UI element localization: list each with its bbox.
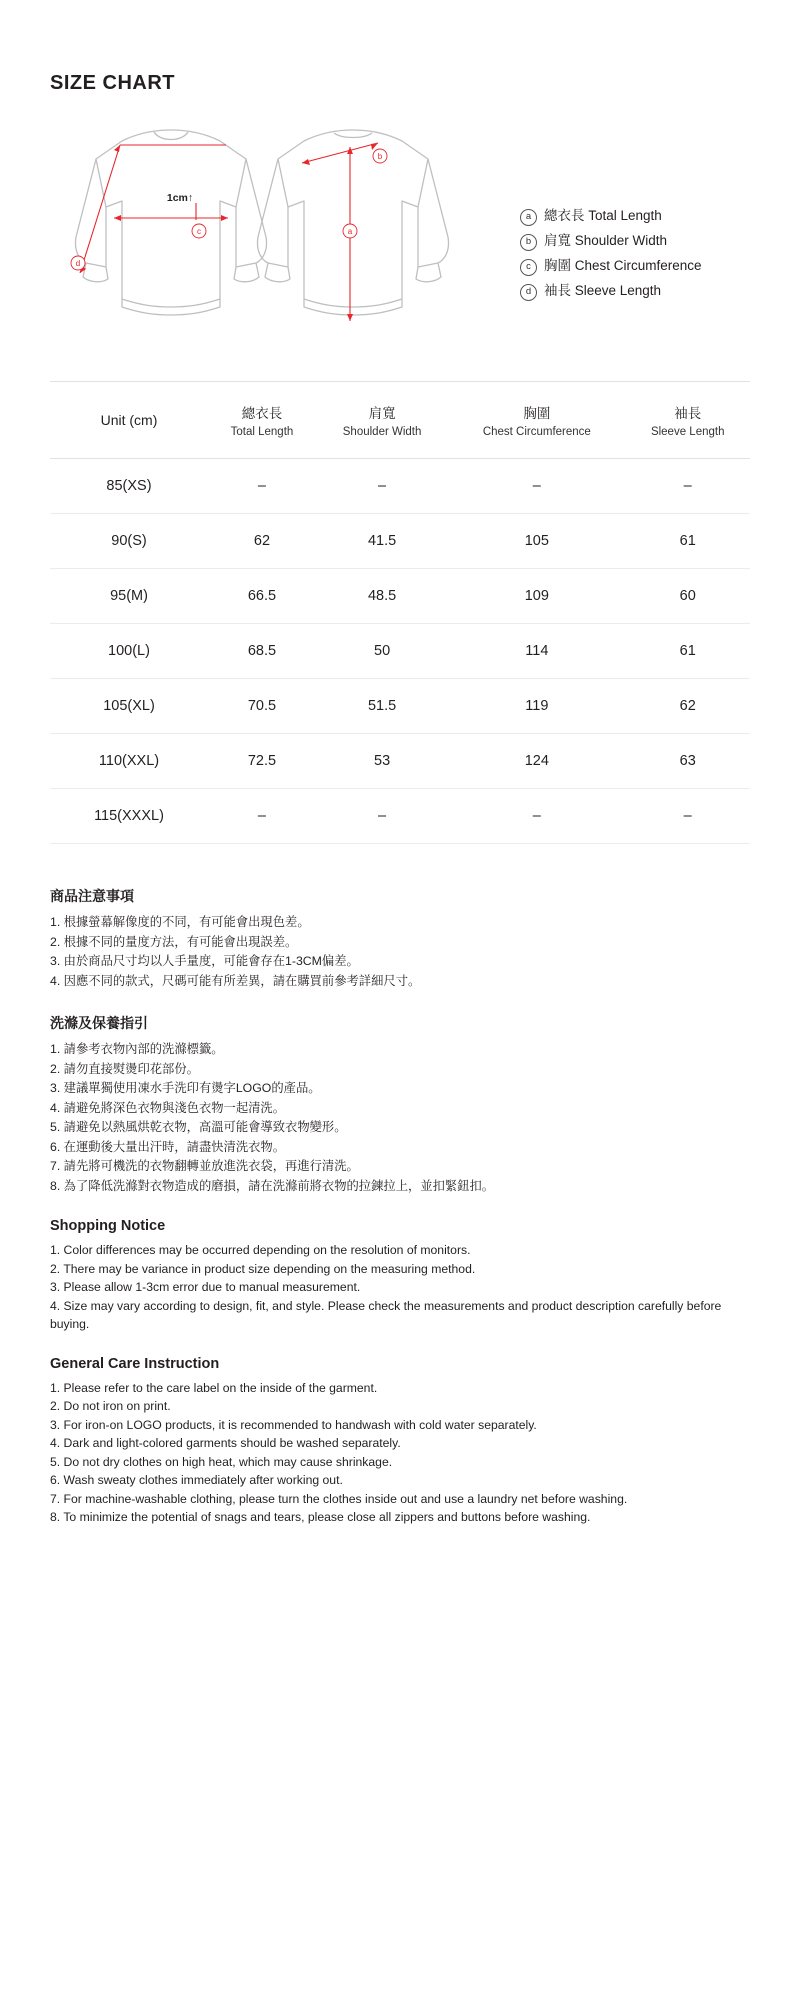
cell-total-length: – xyxy=(208,789,316,844)
list-item: 3. 建議單獨使用凍水手洗印有燙字LOGO的產品。 xyxy=(50,1081,321,1095)
cell-chest-circumference: – xyxy=(448,789,625,844)
list-item: 5. 請避免以熱風烘乾衣物，高溫可能會導致衣物變形。 xyxy=(50,1120,347,1134)
legend-text-c: 胸圍 Chest Circumference xyxy=(544,258,702,273)
table-row xyxy=(50,459,750,514)
list-item: 5. Do not dry clothes on high heat, which may cause shrinkage. xyxy=(50,1454,393,1469)
cell-shoulder-width: 50 xyxy=(316,624,448,679)
front-garment-outline xyxy=(75,130,266,315)
list-item: 7. For machine-washable clothing, please turn the clothes inside out and use a laundry net before washing. xyxy=(50,1491,628,1506)
size-table-head xyxy=(50,382,750,459)
table-row xyxy=(50,624,750,679)
product-notice-list xyxy=(50,913,750,991)
legend-mark-a: a xyxy=(520,209,537,226)
cell-sleeve-length: 61 xyxy=(625,514,750,569)
measure-note-label: 1cm↑ xyxy=(166,192,194,204)
row-size-label: 115(XXXL) xyxy=(50,789,208,844)
legend-mark-b: b xyxy=(520,234,537,251)
legend-text-b: 肩寬 Shoulder Width xyxy=(544,233,668,248)
row-size-label: 90(S) xyxy=(50,514,208,569)
care-notice-block xyxy=(50,1013,750,1196)
table-row xyxy=(50,734,750,789)
list-item: 2. There may be variance in product size depending on the measuring method. xyxy=(50,1261,476,1276)
cell-shoulder-width: – xyxy=(316,459,448,514)
list-item: 6. Wash sweaty clothes immediately after working out. xyxy=(50,1473,343,1487)
shopping-notice-block xyxy=(50,1218,750,1334)
list-item: 1. Color differences may be occurred depending on the resolution of monitors. xyxy=(50,1243,471,1257)
cell-chest-circumference: 105 xyxy=(448,514,625,569)
product-notice-heading: 商品注意事項 xyxy=(50,888,134,904)
cell-shoulder-width: 48.5 xyxy=(316,569,448,624)
list-item: 1. 根據螢幕解像度的不同，有可能會出現色差。 xyxy=(50,915,310,929)
list-item: 1. 請參考衣物內部的洗滌標籤。 xyxy=(50,1042,224,1056)
cell-chest-circumference: 109 xyxy=(448,569,625,624)
cell-shoulder-width: 41.5 xyxy=(316,514,448,569)
size-table-header-row xyxy=(50,382,750,459)
table-row xyxy=(50,789,750,844)
list-item: 4. Size may vary according to design, fit, and style. Please check the measurements and product description carefully before buying. xyxy=(50,1298,722,1331)
page-title: SIZE CHART xyxy=(50,72,175,94)
size-table xyxy=(50,381,750,844)
row-size-label: 85(XS) xyxy=(50,459,208,514)
table-row xyxy=(50,514,750,569)
cell-total-length: – xyxy=(208,459,316,514)
header-total-length-zh: 總衣長 xyxy=(241,406,283,421)
list-item: 2. 請勿直接熨燙印花部份。 xyxy=(50,1061,199,1076)
list-item: 2. 根據不同的量度方法，有可能會出現誤差。 xyxy=(50,934,298,949)
header-sleeve-length xyxy=(625,382,750,459)
cell-chest-circumference: – xyxy=(448,459,625,514)
legend-row-b xyxy=(520,228,702,253)
list-item: 8. To minimize the potential of snags and tears, please close all zippers and buttons before washing. xyxy=(50,1510,591,1524)
list-item: 3. Please allow 1-3cm error due to manual measurement. xyxy=(50,1280,361,1294)
cell-shoulder-width: 53 xyxy=(316,734,448,789)
product-notice-block xyxy=(50,886,750,991)
table-row xyxy=(50,679,750,734)
list-item: 4. Dark and light-colored garments should be washed separately. xyxy=(50,1436,401,1450)
care-notice-list xyxy=(50,1040,750,1196)
general-care-list xyxy=(50,1379,750,1527)
measure-lines xyxy=(80,143,378,321)
shopping-notice-heading: Shopping Notice xyxy=(50,1218,166,1234)
legend-text-a: 總衣長 Total Length xyxy=(544,208,662,223)
legend-row-d xyxy=(520,278,702,303)
list-item: 6. 在運動後大量出汗時，請盡快清洗衣物。 xyxy=(50,1139,286,1154)
header-shoulder-width-en: Shoulder Width xyxy=(342,426,422,438)
header-shoulder-width-zh: 肩寬 xyxy=(368,406,396,421)
legend-mark-d: d xyxy=(520,284,537,301)
cell-sleeve-length: 61 xyxy=(625,624,750,679)
cell-total-length: 72.5 xyxy=(208,734,316,789)
legend-row-a xyxy=(520,203,702,228)
cell-sleeve-length: 63 xyxy=(625,734,750,789)
list-item: 1. Please refer to the care label on the inside of the garment. xyxy=(50,1380,378,1395)
cell-chest-circumference: 124 xyxy=(448,734,625,789)
diagram-legend xyxy=(520,203,702,303)
cell-total-length: 68.5 xyxy=(208,624,316,679)
cell-sleeve-length: – xyxy=(625,789,750,844)
cell-shoulder-width: 51.5 xyxy=(316,679,448,734)
header-total-length xyxy=(208,382,316,459)
size-table-body xyxy=(50,459,750,844)
header-chest-circumference-zh: 胸圍 xyxy=(523,406,551,421)
list-item: 4. 請避免將深色衣物與淺色衣物一起清洗。 xyxy=(50,1100,286,1115)
cell-sleeve-length: – xyxy=(625,459,750,514)
row-size-label: 100(L) xyxy=(50,624,208,679)
cell-chest-circumference: 114 xyxy=(448,624,625,679)
header-total-length-en: Total Length xyxy=(230,426,294,438)
list-item: 7. 請先將可機洗的衣物翻轉並放進洗衣袋，再進行清洗。 xyxy=(50,1159,359,1173)
care-notice-heading: 洗滌及保養指引 xyxy=(50,1015,148,1031)
legend-text-d: 袖長 Sleeve Length xyxy=(544,283,662,298)
legend-mark-c: c xyxy=(520,259,537,276)
table-row xyxy=(50,569,750,624)
header-unit: Unit (cm) xyxy=(50,382,208,459)
callout-markers xyxy=(71,149,387,270)
cell-total-length: 66.5 xyxy=(208,569,316,624)
header-chest-circumference-en: Chest Circumference xyxy=(482,426,591,438)
svg-text:b: b xyxy=(377,152,383,161)
cell-chest-circumference: 119 xyxy=(448,679,625,734)
svg-text:d: d xyxy=(75,259,81,268)
header-sleeve-length-zh: 袖長 xyxy=(674,406,702,421)
shopping-notice-list xyxy=(50,1241,750,1334)
svg-text:c: c xyxy=(197,227,201,236)
row-size-label: 95(M) xyxy=(50,569,208,624)
list-item: 2. Do not iron on print. xyxy=(50,1399,171,1413)
svg-text:a: a xyxy=(347,227,353,236)
cell-total-length: 62 xyxy=(208,514,316,569)
list-item: 3. 由於商品尺寸均以人手量度，可能會存在1-3CM偏差。 xyxy=(50,954,359,968)
legend-row-c xyxy=(520,253,702,278)
cell-sleeve-length: 60 xyxy=(625,569,750,624)
cell-total-length: 70.5 xyxy=(208,679,316,734)
back-garment-outline xyxy=(257,130,448,315)
garment-diagram-svg xyxy=(50,121,480,351)
general-care-heading: General Care Instruction xyxy=(50,1355,220,1372)
list-item: 4. 因應不同的款式，尺碼可能有所差異，請在購買前參考詳細尺寸。 xyxy=(50,973,421,988)
list-item: 3. For iron-on LOGO products, it is recommended to handwash with cold water separately. xyxy=(50,1417,537,1432)
row-size-label: 105(XL) xyxy=(50,679,208,734)
header-shoulder-width xyxy=(316,382,448,459)
garment-diagram xyxy=(50,121,750,361)
cell-shoulder-width: – xyxy=(316,789,448,844)
header-chest-circumference xyxy=(448,382,625,459)
row-size-label: 110(XXL) xyxy=(50,734,208,789)
list-item: 8. 為了降低洗滌對衣物造成的磨損，請在洗滌前將衣物的拉鍊拉上，並扣緊鈕扣。 xyxy=(50,1178,495,1193)
notes-section xyxy=(50,886,750,1527)
cell-sleeve-length: 62 xyxy=(625,679,750,734)
general-care-block xyxy=(50,1356,750,1527)
header-sleeve-length-en: Sleeve Length xyxy=(650,426,725,438)
